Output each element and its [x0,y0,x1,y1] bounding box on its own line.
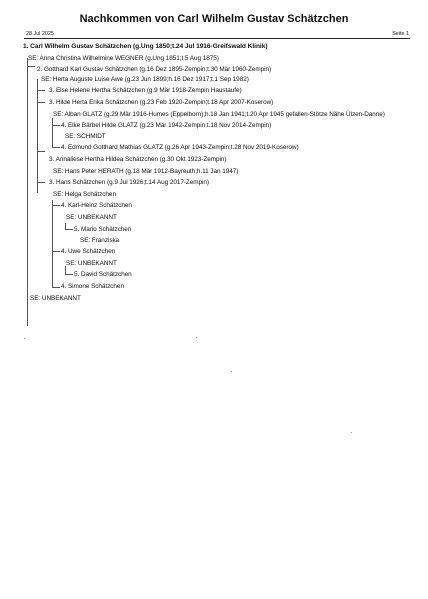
tree-connector [52,287,60,288]
scan-speck [231,371,232,372]
tree-connector [65,229,73,230]
list-item: 1. Carl Wilhelm Gustav Schätzchen (g.Ung 1850;t.24 Jul 1916-Greifswald Klinik) [23,43,268,50]
list-item: 5. Mario Schätzchen [74,226,132,233]
list-item: 5. David Schätzchen [74,271,132,278]
list-item: SE: Hans Peter HERATH (g.18 Mär 1912-Bayreuth;h.11 Jan 1947) [53,168,239,175]
tree-connector [37,90,45,91]
report-title: Nachkommen von Carl Wilhelm Gustav Schätzchen [79,13,349,25]
tree-connector [37,182,45,183]
list-item: 4. Edmund Gotthard Mathias GLATZ (g.26 Apr 1943-Zempin;t.28 Nov 2019-Koserow) [61,144,299,151]
tree-connector [37,151,45,152]
list-item: SE: UNBEKANNT [30,295,81,302]
list-item: SE: SCHMIDT [65,133,106,140]
list-item: 3. Else Helene Hertha Schätzchen (g.9 Mär 1918-Zempin Haustaufe) [49,87,242,94]
tree-connector [52,251,60,252]
list-item: SE: Helga Schätzchen [53,191,116,198]
list-item: 3. Hilde Herta Erika Schätzchen (g.23 Feb 1920-Zempin;t.18 Apr 2007-Koserow) [49,99,274,106]
list-item: 4. Elke Bärbel Hilde GLATZ (g.23 Mär 1942-Zempin;t.18 Nov 2014-Zempin) [61,122,272,129]
tree-connector [52,205,60,206]
list-item: SE: Anna Christina Wilhelmine WEGNER (g.Ung 1851;t.5 Aug 1875) [28,55,219,62]
list-item: SE: Herta Auguste Luise Awe (g.23 Jun 1899;h.16 Dez 1917;t.1 Sep 1982) [41,76,249,83]
list-item: 4. Uwe Schätzchen [61,248,116,255]
tree-connector [52,125,60,126]
list-item: 2. Gotthard Karl Gustav Schätzchen (g.16 Dez 1895-Zempin;t.30 Mär 1960-Zempin) [37,66,272,73]
tree-connector [27,58,28,326]
page-number: Seite 1 [392,31,409,37]
scan-speck [351,432,352,433]
tree-connector [52,118,53,148]
report-date: 28 Jul 2025 [26,31,54,37]
list-item: SE: UNBEKANNT [66,214,117,221]
list-item: 4. Simone Schätzchen [61,283,124,290]
tree-connector [52,200,53,288]
list-item: SE: Alban GLATZ (g.29 Mär 1916-Humes (Eppelborn);h.18 Jan 1941;t.20 Apr 1945 gefallen-Stötze Nähe Ülzen-Danne) [53,111,385,118]
tree-connector [52,147,60,148]
list-item: 3. Annaliese Hertha Hildea Schätzchen (g.30 Okt 1923-Zempin) [49,156,227,163]
tree-connector [65,274,73,275]
list-item: SE: Franziska [80,237,120,244]
tree-connector [27,66,35,67]
list-item: 4. Karl-Heinz Schätzchen [61,202,132,209]
scan-speck [196,337,197,338]
list-item: 3. Hans Schätzchen (g.9 Jul 1926;t.14 Aug 2017-Zempin) [49,179,210,186]
scan-speck [24,338,25,339]
tree-connector [37,102,45,103]
list-item: SE: UNBEKANNT [66,260,117,267]
header-rule [24,38,410,39]
tree-connector [37,79,38,193]
